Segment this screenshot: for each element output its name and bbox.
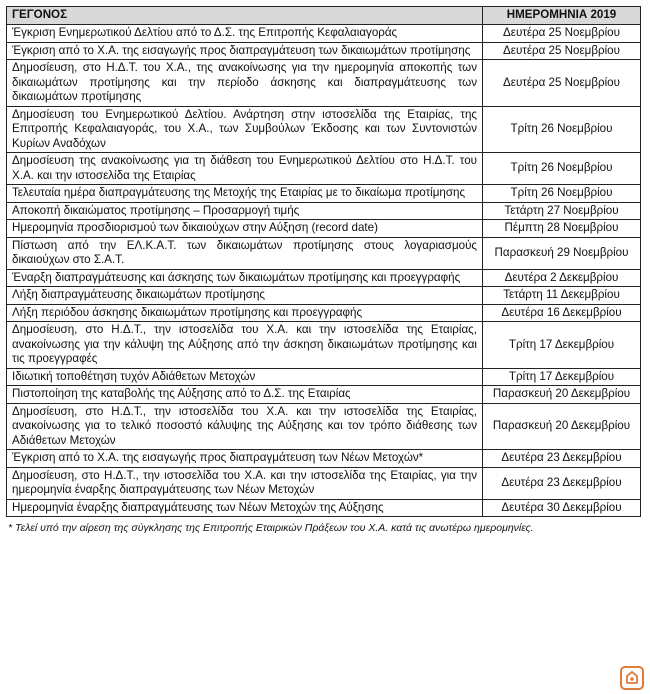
column-header-date: ΗΜΕΡΟΜΗΝΙΑ 2019 [483, 7, 641, 25]
event-cell: Έγκριση Ενημερωτικού Δελτίου από το Δ.Σ. της Επιτροπής Κεφαλαιαγοράς [7, 25, 483, 43]
event-cell: Τελευταία ημέρα διαπραγμάτευσης της Μετοχής της Εταιρίας με το δικαίωμα προτίμησης [7, 185, 483, 203]
date-cell: Δευτέρα 23 Δεκεμβρίου [483, 450, 641, 468]
date-cell: Δευτέρα 16 Δεκεμβρίου [483, 304, 641, 322]
date-cell: Δευτέρα 25 Νοεμβρίου [483, 42, 641, 60]
table-row [7, 202, 641, 220]
event-cell: Δημοσίευση της ανακοίνωσης για τη διάθεση του Ενημερωτικού Δελτίου στο Η.Δ.Τ. του Χ.Α. και την ιστοσελίδα της Εταιρίας [7, 153, 483, 185]
column-header-event: ΓΕΓΟΝΟΣ [7, 7, 483, 25]
table-row [7, 287, 641, 305]
date-cell: Παρασκευή 29 Νοεμβρίου [483, 237, 641, 269]
table-header-row [7, 7, 641, 25]
table-row [7, 467, 641, 499]
logo-icon[interactable] [620, 666, 644, 690]
table-body [7, 25, 641, 517]
date-cell: Πέμπτη 28 Νοεμβρίου [483, 220, 641, 238]
event-cell: Ιδιωτική τοποθέτηση τυχόν Αδιάθετων Μετοχών [7, 368, 483, 386]
table-row [7, 42, 641, 60]
date-cell: Τρίτη 26 Νοεμβρίου [483, 153, 641, 185]
table-row [7, 322, 641, 369]
table-row [7, 220, 641, 238]
table-row [7, 153, 641, 185]
event-cell: Έγκριση από το Χ.Α. της εισαγωγής προς διαπραγμάτευση των δικαιωμάτων προτίμησης [7, 42, 483, 60]
event-cell: Έναρξη διαπραγμάτευσης και άσκησης των δικαιωμάτων προτίμησης και προεγγραφής [7, 269, 483, 287]
event-cell: Δημοσίευση του Ενημερωτικού Δελτίου. Ανάρτηση στην ιστοσελίδα της Εταιρίας, της Επιτροπής Κεφαλαιαγοράς, του Χ.Α., των Συμβούλων Έκδοσης και των Συντονιστών Κυρίων Αναδόχων [7, 106, 483, 153]
table-row [7, 499, 641, 517]
table-row [7, 386, 641, 404]
table-row [7, 237, 641, 269]
date-cell: Τετάρτη 11 Δεκεμβρίου [483, 287, 641, 305]
event-cell: Δημοσίευση, στο Η.Δ.Τ., την ιστοσελίδα του Χ.Α. και την ιστοσελίδα της Εταιρίας, ανακοίνωσης για την κάλυψη της Αύξησης από την άσκηση δικαιωμάτων προτίμησης και τις προεγγραφές [7, 322, 483, 369]
timetable [6, 6, 641, 517]
logo-icon-glyph [624, 670, 640, 686]
event-cell: Πιστοποίηση της καταβολής της Αύξησης από το Δ.Σ. της Εταιρίας [7, 386, 483, 404]
event-cell: Έγκριση από το Χ.Α. της εισαγωγής προς διαπραγμάτευση των Νέων Μετοχών* [7, 450, 483, 468]
table-row [7, 60, 641, 107]
table-row [7, 304, 641, 322]
date-cell: Παρασκευή 20 Δεκεμβρίου [483, 386, 641, 404]
table-row [7, 185, 641, 203]
date-cell: Τρίτη 26 Νοεμβρίου [483, 106, 641, 153]
date-cell: Τρίτη 17 Δεκεμβρίου [483, 322, 641, 369]
date-cell: Παρασκευή 20 Δεκεμβρίου [483, 403, 641, 450]
date-cell: Τετάρτη 27 Νοεμβρίου [483, 202, 641, 220]
event-cell: Δημοσίευση, στο Η.Δ.Τ., την ιστοσελίδα του Χ.Α. και την ιστοσελίδα της Εταιρίας, ανακοίνωσης για το τελικό ποσοστό κάλυψης της Αύξησης και τον τρόπο διάθεσης των Αδιάθετων Μετοχών [7, 403, 483, 450]
date-cell: Τρίτη 17 Δεκεμβρίου [483, 368, 641, 386]
date-cell: Δευτέρα 30 Δεκεμβρίου [483, 499, 641, 517]
event-cell: Αποκοπή δικαιώματος προτίμησης – Προσαρμογή τιμής [7, 202, 483, 220]
table-row [7, 368, 641, 386]
table-row [7, 269, 641, 287]
footnote: * Τελεί υπό την αίρεση της σύγκλησης της Επιτροπής Εταιρικών Πράξεων του Χ.Α. κατά τις ανωτέρω ημερομηνίες. [8, 522, 534, 534]
event-cell: Δημοσίευση, στο Η.Δ.Τ., την ιστοσελίδα του Χ.Α. και την ιστοσελίδα της Εταιρίας, για την ημερομηνία έναρξης διαπραγμάτευσης των Νέων Μετοχών [7, 467, 483, 499]
event-cell: Λήξη διαπραγμάτευσης δικαιωμάτων προτίμησης [7, 287, 483, 305]
table-row [7, 106, 641, 153]
date-cell: Δευτέρα 25 Νοεμβρίου [483, 60, 641, 107]
date-cell: Δευτέρα 25 Νοεμβρίου [483, 25, 641, 43]
date-cell: Δευτέρα 23 Δεκεμβρίου [483, 467, 641, 499]
date-cell: Τρίτη 26 Νοεμβρίου [483, 185, 641, 203]
event-cell: Λήξη περιόδου άσκησης δικαιωμάτων προτίμησης και προεγγραφής [7, 304, 483, 322]
event-cell: Ημερομηνία έναρξης διαπραγμάτευσης των Νέων Μετοχών της Αύξησης [7, 499, 483, 517]
table-row [7, 403, 641, 450]
table-row [7, 25, 641, 43]
document [6, 6, 644, 534]
event-cell: Πίστωση από την ΕΛ.Κ.Α.Τ. των δικαιωμάτων προτίμησης στους λογαριασμούς δικαιούχων στο Σ.Α.Τ. [7, 237, 483, 269]
table-row [7, 450, 641, 468]
event-cell: Ημερομηνία προσδιορισμού των δικαιούχων στην Αύξηση (record date) [7, 220, 483, 238]
date-cell: Δευτέρα 2 Δεκεμβρίου [483, 269, 641, 287]
event-cell: Δημοσίευση, στο Η.Δ.Τ. του Χ.Α., της ανακοίνωσης για την ημερομηνία αποκοπής των δικαιωμάτων προτίμησης και την περίοδο άσκησης και διαπραγμάτευσης των δικαιωμάτων προτίμησης [7, 60, 483, 107]
